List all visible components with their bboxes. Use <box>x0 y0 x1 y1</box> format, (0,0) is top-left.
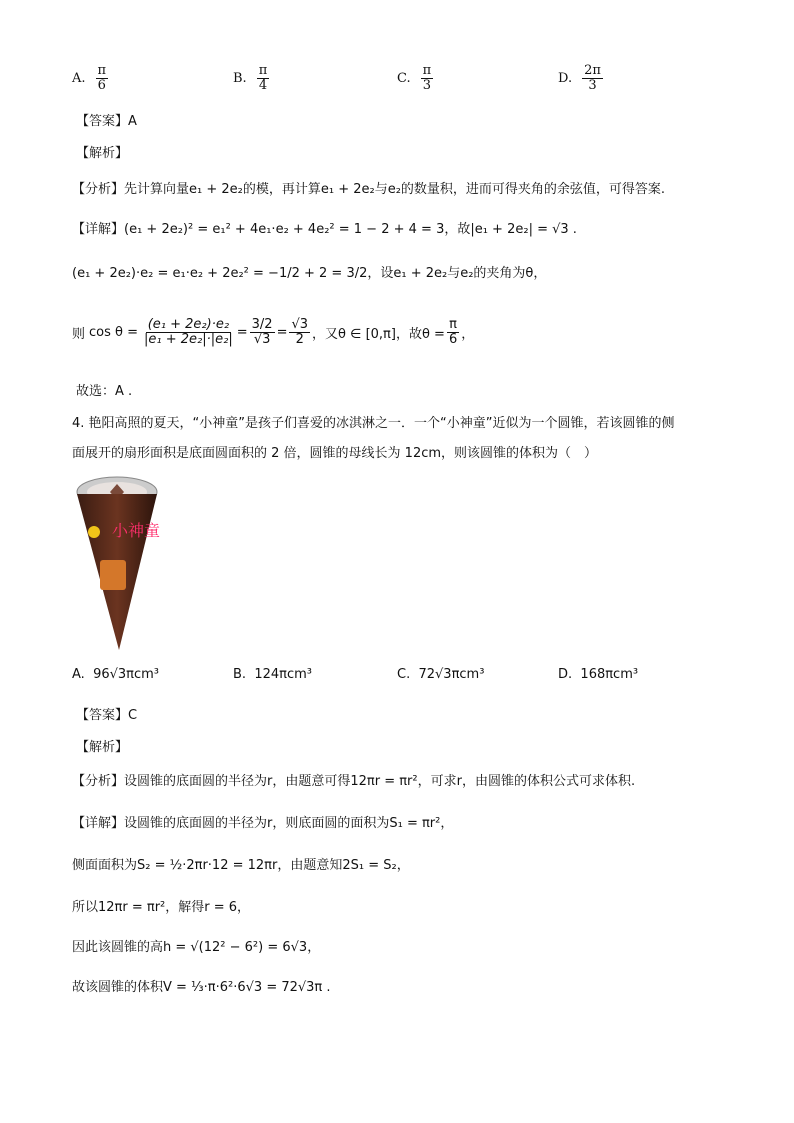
q4-detail-4 <box>72 936 320 955</box>
detail-text: 故该圆锥的体积V = ⅓·π·6²·6√3 = 72√3π . <box>72 980 331 995</box>
q3-choice-d <box>558 64 605 92</box>
line3-mid: ，又θ ∈ [0,π]，故θ = <box>312 326 445 342</box>
ice-cream-cone-image <box>72 474 162 652</box>
fenxi-label: 【分析】 <box>72 182 125 197</box>
detail-text: 因此该圆锥的高h = √(12² − 6²) = 6√3， <box>72 940 321 955</box>
choice-fraction: $\frac{2\pi}{3}$ <box>584 63 601 93</box>
q3-analysis-header: 【解析】 <box>76 146 129 161</box>
cos-theta-label: cos θ = <box>89 324 139 340</box>
q4-stem-line2: 面展开的扇形面积是底面圆面积的 2 倍，圆锥的母线长为 12cm，则该圆锥的体积为（ ） <box>72 446 598 461</box>
choice-fraction: $\frac{\pi}{3}$ <box>422 63 432 93</box>
detail-text: 设圆锥的底面圆的半径为r，则底面圆的面积为S₁ = πr²， <box>124 816 454 831</box>
q4-choice-c <box>397 667 484 682</box>
q3-choice-c <box>397 64 435 92</box>
q4-stem-line1: 4. 艳阳高照的夏天，“小神童”是孩子们喜爱的冰淇淋之一．一个“小神童”近似为一个圆锥，若该圆锥的侧 <box>72 416 675 431</box>
choice-letter: B. <box>233 667 247 682</box>
choice-value: 96√3πcm³ <box>93 667 160 682</box>
cone-character <box>100 560 126 590</box>
choice-letter: C. <box>397 667 411 682</box>
theta-result: $\frac{\pi}{6}$ <box>448 317 458 347</box>
choice-letter: A. <box>72 70 86 86</box>
choice-letter: A. <box>72 667 85 682</box>
choice-letter: D. <box>558 70 573 86</box>
q4-analysis-header: 【解析】 <box>76 740 129 755</box>
q4-answer: 【答案】C <box>76 708 138 723</box>
q3-fenxi <box>72 178 665 197</box>
q4-detail-3 <box>72 896 250 915</box>
q4-detail-2 <box>72 854 410 873</box>
q3-detail-line3: 则 cos θ = $\frac{\text{(e₁ + 2e₂)·e₂}}{\text{|e₁ + 2e₂|·|e₂|}}$ = $\frac{3/2}{√3}$ = $\frac{√3}{2}$ ，又θ ∈ [0,π]，故θ = $\frac{\pi}{6}$ ， <box>72 317 475 347</box>
line3-end: ， <box>461 326 475 342</box>
cone-svg <box>72 474 162 652</box>
q4-choice-a <box>72 667 159 682</box>
q4-choice-d <box>558 667 638 682</box>
choice-letter: C. <box>397 70 411 86</box>
fenxi-text: 先计算向量e₁ + 2e₂的模，再计算e₁ + 2e₂与e₂的数量积，进而可得夹角的余弦值，可得答案. <box>124 182 666 197</box>
line3-prefix: 则 <box>72 326 86 342</box>
xiangjie-label: 【详解】 <box>72 222 125 237</box>
q3-conclusion: 故选：A . <box>76 384 133 399</box>
q4-detail-5 <box>72 976 331 995</box>
q3-answer: 【答案】A <box>76 114 137 129</box>
fenxi-text: 设圆锥的底面圆的半径为r，由题意可得12πr = πr²，可求r，由圆锥的体积公式可求体积. <box>124 774 636 789</box>
formula-line1: (e₁ + 2e₂)² = e₁² + 4e₁·e₂ + 4e₂² = 1 − 2 + 4 = 3，故|e₁ + 2e₂| = √3 . <box>124 222 577 237</box>
formula-line2: (e₁ + 2e₂)·e₂ = e₁·e₂ + 2e₂² = −1/2 + 2 = 3/2，设e₁ + 2e₂与e₂的夹角为θ， <box>72 266 547 281</box>
q3-detail-line2 <box>72 262 546 281</box>
choice-letter: D. <box>558 667 573 682</box>
value-fraction: $\frac{3/2}{√3}$ <box>251 317 273 347</box>
q4-detail-1 <box>72 812 453 831</box>
detail-text: 侧面面积为S₂ = ½·2πr·12 = 12πr，由题意知2S₁ = S₂， <box>72 858 410 873</box>
choice-value: 124πcm³ <box>254 667 312 682</box>
xiangjie-label: 【详解】 <box>72 816 125 831</box>
fenxi-label: 【分析】 <box>72 774 125 789</box>
q3-detail-line1 <box>72 218 577 237</box>
q3-choice-a <box>72 64 110 92</box>
choice-letter: B. <box>233 70 247 86</box>
sqrt3-over-2: $\frac{√3}{2}$ <box>291 317 309 347</box>
q4-fenxi <box>72 770 635 789</box>
choice-fraction: $\frac{\pi}{6}$ <box>97 63 107 93</box>
detail-text: 所以12πr = πr²，解得r = 6， <box>72 900 251 915</box>
q3-choice-b <box>233 64 271 92</box>
choice-value: 168πcm³ <box>580 667 639 682</box>
choice-value: 72√3πcm³ <box>418 667 485 682</box>
cos-fraction: $\frac{\text{(e₁ + 2e₂)·e₂}}{\text{|e₁ + 2e₂|·|e₂|}}$ <box>144 317 233 347</box>
q4-choice-b <box>233 667 312 682</box>
choice-fraction: $\frac{\pi}{4}$ <box>258 63 268 93</box>
cone-brand-label: 小神童 <box>112 521 161 540</box>
